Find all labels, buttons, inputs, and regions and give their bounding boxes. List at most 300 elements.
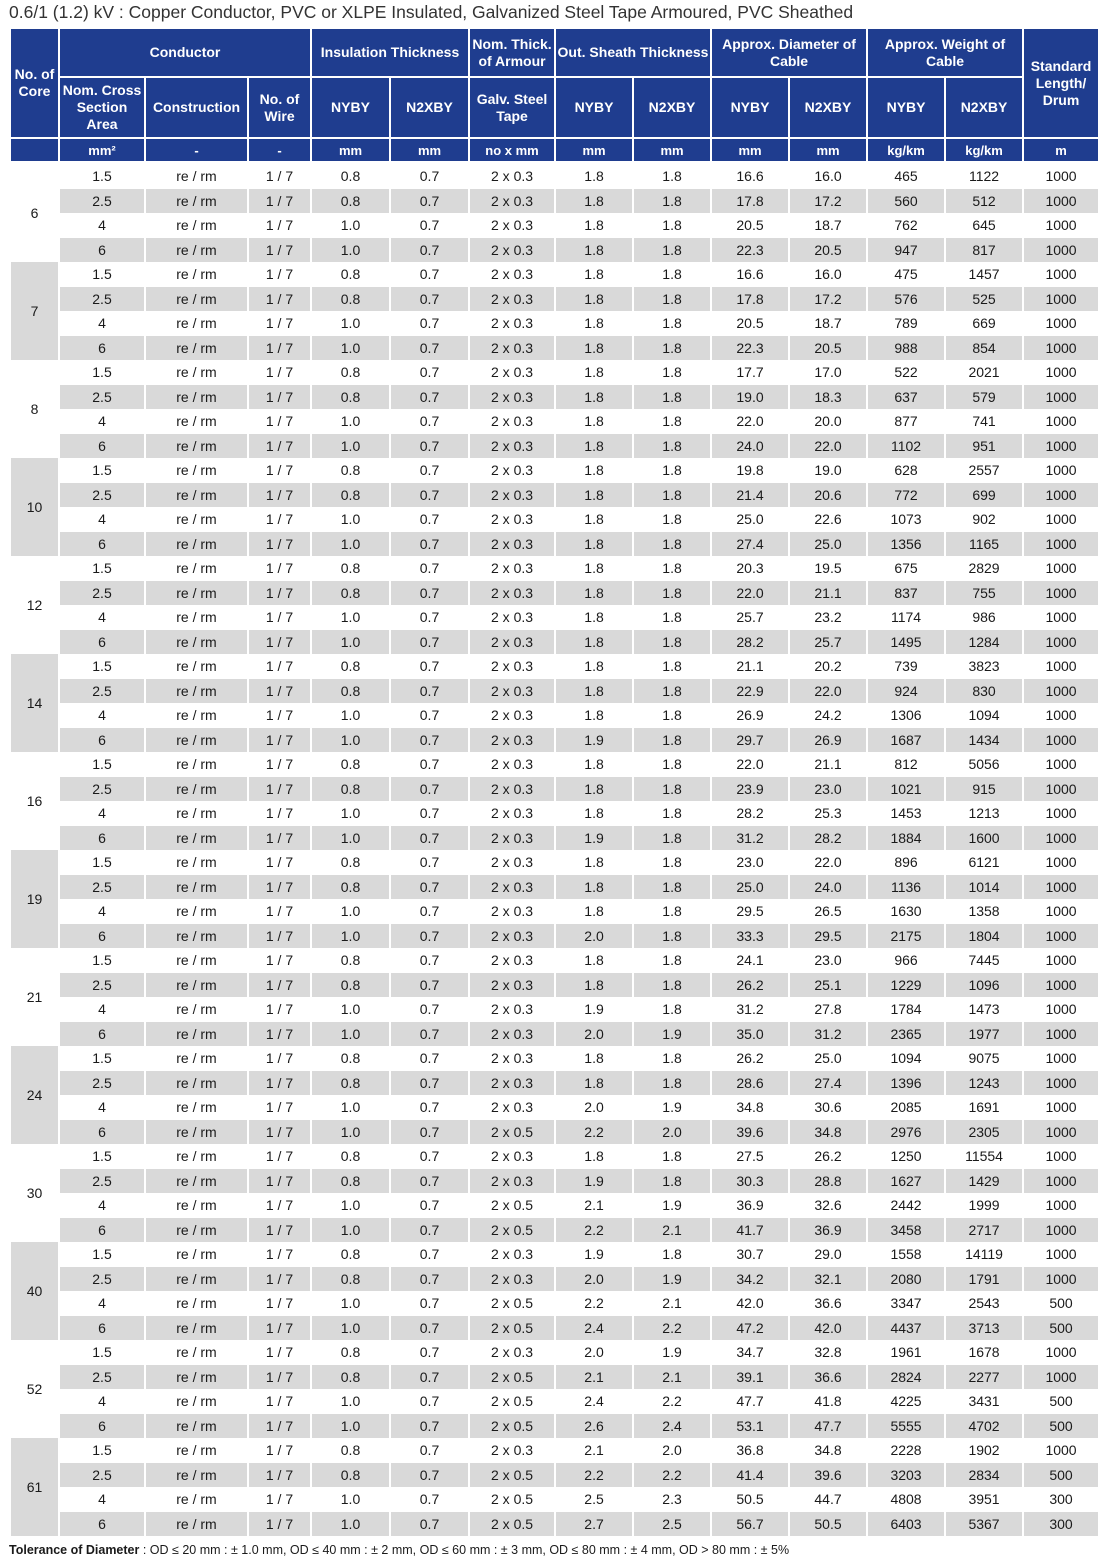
table-cell: 0.8 — [340, 854, 361, 871]
table-cell: 2.2 — [584, 1295, 604, 1312]
table-cell: re / rm — [176, 511, 217, 528]
table-cell: 0.7 — [419, 1197, 440, 1214]
table-cell: 2 x 0.3 — [491, 217, 534, 234]
table-cell: 30.6 — [814, 1099, 842, 1116]
page-title: 0.6/1 (1.2) kV : Copper Conductor, PVC or XLPE Insulated, Galvanized Steel Tape Armoured, PVC Sheathed — [9, 2, 854, 22]
table-cell: 2 x 0.5 — [491, 1393, 534, 1410]
table-cell: 699 — [946, 483, 1022, 508]
table-cell: 1.9 — [556, 1169, 632, 1194]
header-no-of-core: No. of Core — [11, 29, 58, 139]
table-row — [11, 458, 1098, 483]
table-cell: 2.1 — [634, 1218, 710, 1243]
table-row — [11, 899, 1098, 924]
table-cell: 896 — [894, 854, 918, 871]
table-cell: 2 x 0.5 — [470, 1316, 554, 1341]
table-cell: 1.8 — [634, 238, 710, 263]
table-cell: 1.5 — [92, 1246, 112, 1263]
table-cell: 22.0 — [736, 756, 764, 773]
table-cell: 2 x 0.3 — [491, 1246, 534, 1263]
table-cell: 36.6 — [790, 1365, 866, 1390]
table-cell: 26.2 — [712, 973, 788, 998]
table-cell: 579 — [946, 385, 1022, 410]
table-cell: 2.5 — [60, 1365, 144, 1390]
table-cell: 2277 — [946, 1365, 1022, 1390]
table-row — [11, 1218, 1098, 1243]
unit-cell: mm² — [60, 139, 144, 164]
table-cell: 30.7 — [736, 1246, 764, 1263]
table-cell: 6403 — [868, 1512, 944, 1537]
table-cell: 24.0 — [712, 434, 788, 459]
table-cell: re / rm — [176, 658, 217, 675]
table-cell: 25.0 — [790, 532, 866, 557]
table-cell: 0.7 — [419, 1491, 440, 1508]
unit-cell: no x mm — [470, 139, 554, 164]
table-cell: 0.7 — [419, 854, 440, 871]
table-cell: 1.5 — [92, 854, 112, 871]
table-cell: 4 — [98, 903, 106, 920]
table-cell: 29.7 — [712, 728, 788, 753]
table-cell: 0.7 — [419, 952, 440, 969]
table-row — [11, 409, 1098, 434]
table-cell: 20.3 — [736, 560, 764, 577]
table-row — [11, 924, 1098, 949]
table-cell: 0.7 — [419, 1295, 440, 1312]
table-cell: 2 x 0.3 — [491, 1050, 534, 1067]
table-cell: 2 x 0.3 — [470, 924, 554, 949]
table-row — [11, 1022, 1098, 1047]
table-cell: 1 / 7 — [265, 413, 294, 430]
table-cell: 0.7 — [391, 973, 468, 998]
table-cell: 1804 — [946, 924, 1022, 949]
table-cell: 0.7 — [391, 385, 468, 410]
table-cell: 2.0 — [556, 1022, 632, 1047]
table-cell: 1000 — [1024, 875, 1098, 900]
table-cell: 1000 — [1024, 483, 1098, 508]
table-cell: 1 / 7 — [265, 1148, 294, 1165]
table-cell: 0.8 — [312, 973, 389, 998]
table-row — [11, 483, 1098, 508]
table-cell: 4702 — [946, 1414, 1022, 1439]
table-cell: 0.8 — [312, 581, 389, 606]
table-row — [11, 507, 1098, 532]
table-cell: 0.7 — [419, 364, 440, 381]
table-cell: 27.5 — [736, 1148, 764, 1165]
table-row — [11, 728, 1098, 753]
table-cell: 1165 — [946, 532, 1022, 557]
unit-cell: mm — [391, 139, 468, 164]
header-out-sheath-thickness: Out. Sheath Thickness — [556, 29, 710, 78]
table-cell: 2175 — [868, 924, 944, 949]
table-cell: 1.0 — [340, 1295, 361, 1312]
table-cell: 500 — [1024, 1463, 1098, 1488]
table-cell: 1358 — [968, 903, 1000, 920]
table-cell: 2442 — [890, 1197, 922, 1214]
table-cell: 1174 — [890, 609, 922, 626]
table-cell: 1 / 7 — [249, 1071, 310, 1096]
table-cell: 2 x 0.3 — [491, 707, 534, 724]
table-cell: re / rm — [146, 1463, 247, 1488]
table-cell: re / rm — [146, 973, 247, 998]
table-cell: 1.8 — [584, 511, 604, 528]
table-cell: 1687 — [868, 728, 944, 753]
table-cell: 762 — [894, 217, 918, 234]
table-row — [11, 1365, 1098, 1390]
table-cell: 0.7 — [419, 266, 440, 283]
table-cell: 1 / 7 — [265, 364, 294, 381]
table-cell: 1000 — [1024, 826, 1098, 851]
header-no-of-wire: No. of Wire — [249, 78, 310, 139]
table-cell: 20.5 — [790, 336, 866, 361]
header-galv-steel-tape: Galv. Steel Tape — [470, 78, 554, 139]
table-cell: 1.8 — [584, 903, 604, 920]
table-cell: 475 — [894, 266, 918, 283]
table-row — [11, 826, 1098, 851]
table-cell: 2976 — [868, 1120, 944, 1145]
table-cell: 34.7 — [736, 1344, 764, 1361]
table-cell: 1 / 7 — [249, 1316, 310, 1341]
table-cell: re / rm — [146, 630, 247, 655]
table-cell: 0.7 — [391, 189, 468, 214]
table-cell: 2.4 — [556, 1316, 632, 1341]
table-cell: 0.7 — [391, 483, 468, 508]
table-cell: 2.4 — [634, 1414, 710, 1439]
table-cell: 2 x 0.3 — [491, 413, 534, 430]
table-cell: 2 x 0.3 — [470, 1071, 554, 1096]
table-cell: 28.6 — [712, 1071, 788, 1096]
table-cell: 1000 — [1045, 903, 1077, 920]
table-cell: 1 / 7 — [249, 1267, 310, 1292]
unit-core — [11, 139, 58, 164]
table-cell: 1.0 — [312, 924, 389, 949]
table-cell: 1.0 — [312, 630, 389, 655]
table-cell: 1.0 — [312, 1022, 389, 1047]
table-cell: 17.7 — [736, 364, 764, 381]
table-cell: 1000 — [1045, 168, 1077, 185]
table-cell: 1.8 — [556, 532, 632, 557]
table-cell: 1 / 7 — [249, 728, 310, 753]
table-cell: 2 x 0.3 — [491, 315, 534, 332]
table-cell: 1.8 — [662, 1246, 682, 1263]
table-cell: 39.6 — [712, 1120, 788, 1145]
table-cell: 0.8 — [312, 679, 389, 704]
table-cell: 20.5 — [736, 217, 764, 234]
table-cell: 20.5 — [790, 238, 866, 263]
header-sheath-n2xby: N2XBY — [634, 78, 710, 139]
table-cell: 1.8 — [662, 462, 682, 479]
table-cell: 0.7 — [391, 434, 468, 459]
table-cell: 24.2 — [814, 707, 842, 724]
table-cell: 1000 — [1024, 581, 1098, 606]
core-count-cell: 12 — [26, 597, 43, 613]
table-cell: 1 / 7 — [265, 315, 294, 332]
table-cell: re / rm — [146, 287, 247, 312]
table-cell: 25.1 — [790, 973, 866, 998]
core-count-cell: 6 — [30, 205, 39, 221]
table-cell: 1.8 — [584, 805, 604, 822]
table-cell: 1000 — [1024, 1218, 1098, 1243]
table-cell: re / rm — [176, 1442, 217, 1459]
core-count-cell: 40 — [11, 1242, 58, 1340]
table-cell: 1.8 — [584, 756, 604, 773]
table-cell: 2 x 0.3 — [470, 1169, 554, 1194]
table-cell: 1.0 — [312, 238, 389, 263]
table-cell: 0.7 — [419, 413, 440, 430]
table-row — [11, 360, 1098, 385]
table-cell: 1.8 — [556, 287, 632, 312]
table-cell: 0.8 — [340, 756, 361, 773]
table-cell: 1.0 — [340, 217, 361, 234]
table-cell: 28.8 — [790, 1169, 866, 1194]
table-cell: 0.8 — [340, 1344, 361, 1361]
table-cell: 0.8 — [312, 1365, 389, 1390]
table-cell: 23.9 — [712, 777, 788, 802]
table-cell: 19.0 — [712, 385, 788, 410]
table-cell: 2.5 — [60, 581, 144, 606]
header-weight-nyby: NYBY — [868, 78, 944, 139]
table-cell: 6 — [60, 630, 144, 655]
core-count-cell: 52 — [26, 1381, 43, 1397]
table-cell: 1000 — [1024, 434, 1098, 459]
table-cell: 2 x 0.3 — [470, 385, 554, 410]
table-cell: 1.0 — [312, 336, 389, 361]
table-cell: 4 — [98, 1393, 106, 1410]
table-cell: 2085 — [890, 1099, 922, 1116]
table-cell: re / rm — [146, 1218, 247, 1243]
table-cell: 1 / 7 — [265, 1001, 294, 1018]
table-cell: 2.5 — [584, 1491, 604, 1508]
table-cell: re / rm — [146, 1120, 247, 1145]
table-cell: 1.8 — [662, 1050, 682, 1067]
table-cell: 1 / 7 — [265, 168, 294, 185]
table-cell: 1.8 — [634, 826, 710, 851]
table-cell: 0.7 — [391, 336, 468, 361]
table-cell: 0.8 — [340, 1246, 361, 1263]
table-cell: 0.7 — [391, 1071, 468, 1096]
table-cell: 1.5 — [92, 266, 112, 283]
table-cell: 1 / 7 — [249, 581, 310, 606]
table-cell: 2 x 0.3 — [491, 658, 534, 675]
table-cell: 1 / 7 — [265, 1393, 294, 1410]
table-cell: 1.9 — [662, 1344, 682, 1361]
table-cell: 2 x 0.3 — [470, 728, 554, 753]
table-cell: 500 — [1024, 1414, 1098, 1439]
table-cell: 1284 — [946, 630, 1022, 655]
table-cell: 16.6 — [736, 266, 764, 283]
header-approx-diameter: Approx. Diameter of Cable — [712, 29, 866, 78]
table-cell: 1000 — [1024, 630, 1098, 655]
table-cell: 951 — [946, 434, 1022, 459]
table-cell: 3823 — [968, 658, 1000, 675]
table-cell: 1884 — [868, 826, 944, 851]
table-cell: 2 x 0.3 — [470, 875, 554, 900]
table-cell: 2 x 0.3 — [470, 1267, 554, 1292]
table-cell: 1.0 — [340, 707, 361, 724]
table-cell: 2 x 0.3 — [491, 266, 534, 283]
table-cell: 0.8 — [340, 1442, 361, 1459]
table-cell: 2 x 0.5 — [491, 1197, 534, 1214]
table-row — [11, 1169, 1098, 1194]
table-cell: 32.1 — [790, 1267, 866, 1292]
table-cell: 1.9 — [556, 826, 632, 851]
table-cell: 9075 — [968, 1050, 1000, 1067]
core-count-cell: 24 — [11, 1046, 58, 1144]
table-cell: 1094 — [968, 707, 1000, 724]
header-sheath-nyby: NYBY — [556, 78, 632, 139]
table-cell: 0.7 — [419, 707, 440, 724]
table-cell: 34.2 — [712, 1267, 788, 1292]
table-cell: 0.7 — [419, 1246, 440, 1263]
table-cell: 1000 — [1045, 952, 1077, 969]
table-cell: re / rm — [176, 364, 217, 381]
table-body — [11, 164, 1098, 1536]
table-cell: 22.0 — [736, 413, 764, 430]
table-cell: 1 / 7 — [249, 924, 310, 949]
table-cell: 2.5 — [60, 973, 144, 998]
table-cell: re / rm — [176, 217, 217, 234]
table-cell: 21.1 — [814, 756, 842, 773]
table-cell: 4 — [98, 413, 106, 430]
table-cell: re / rm — [146, 1414, 247, 1439]
table-cell: 26.2 — [814, 1148, 842, 1165]
table-cell: 1000 — [1045, 658, 1077, 675]
table-cell: 1000 — [1045, 756, 1077, 773]
unit-cell: kg/km — [868, 139, 944, 164]
table-cell: re / rm — [176, 1393, 217, 1410]
table-cell: 1000 — [1024, 1267, 1098, 1292]
table-cell: 1 / 7 — [265, 658, 294, 675]
table-cell: 4 — [98, 805, 106, 822]
table-cell: 1.5 — [92, 756, 112, 773]
header-diameter-nyby: NYBY — [712, 78, 788, 139]
table-cell: 0.7 — [391, 777, 468, 802]
table-cell: 1.8 — [584, 217, 604, 234]
table-cell: 1.5 — [92, 462, 112, 479]
table-cell: 1000 — [1024, 287, 1098, 312]
table-cell: 2 x 0.3 — [491, 609, 534, 626]
table-cell: 1434 — [946, 728, 1022, 753]
table-cell: 1.8 — [662, 266, 682, 283]
table-cell: 22.6 — [814, 511, 842, 528]
table-cell: 36.6 — [814, 1295, 842, 1312]
table-cell: 1 / 7 — [265, 903, 294, 920]
table-cell: 0.7 — [391, 581, 468, 606]
header-construction: Construction — [146, 78, 247, 139]
table-row — [11, 850, 1098, 875]
table-cell: re / rm — [146, 581, 247, 606]
table-cell: 1.8 — [556, 189, 632, 214]
table-cell: 2 x 0.5 — [470, 1120, 554, 1145]
core-count-cell: 14 — [11, 654, 58, 752]
table-cell: 47.7 — [736, 1393, 764, 1410]
table-cell: re / rm — [176, 854, 217, 871]
table-row — [11, 630, 1098, 655]
table-cell: 1.9 — [634, 1022, 710, 1047]
table-cell: 2 x 0.3 — [470, 581, 554, 606]
table-cell: 17.2 — [790, 189, 866, 214]
table-cell: 1.0 — [340, 805, 361, 822]
table-cell: 1.8 — [634, 532, 710, 557]
table-cell: 1.5 — [92, 560, 112, 577]
table-cell: 1.0 — [340, 903, 361, 920]
table-cell: 2 x 0.3 — [491, 1148, 534, 1165]
table-cell: 1000 — [1045, 1197, 1077, 1214]
table-cell: 1000 — [1024, 1365, 1098, 1390]
table-cell: 31.2 — [712, 826, 788, 851]
table-cell: 2.2 — [634, 1463, 710, 1488]
table-cell: 5056 — [968, 756, 1000, 773]
table-cell: 2 x 0.3 — [491, 903, 534, 920]
table-cell: 1.8 — [634, 434, 710, 459]
table-cell: 36.8 — [736, 1442, 764, 1459]
table-row — [11, 703, 1098, 728]
table-cell: 1000 — [1024, 385, 1098, 410]
table-cell: re / rm — [176, 1001, 217, 1018]
table-cell: 6 — [60, 728, 144, 753]
table-cell: 2 x 0.5 — [470, 1512, 554, 1537]
table-cell: 0.7 — [391, 826, 468, 851]
table-cell: 26.2 — [736, 1050, 764, 1067]
table-cell: 0.7 — [419, 1148, 440, 1165]
table-cell: 1000 — [1045, 511, 1077, 528]
table-cell: 7445 — [968, 952, 1000, 969]
table-cell: 4 — [98, 1491, 106, 1508]
table-cell: re / rm — [146, 728, 247, 753]
table-cell: 20.6 — [790, 483, 866, 508]
table-cell: 2.2 — [634, 1316, 710, 1341]
table-cell: 30.3 — [712, 1169, 788, 1194]
table-cell: 1630 — [890, 903, 922, 920]
table-cell: 2 x 0.3 — [491, 364, 534, 381]
table-cell: 1.0 — [340, 1099, 361, 1116]
table-cell: 27.4 — [790, 1071, 866, 1096]
table-cell: 1.8 — [662, 560, 682, 577]
table-cell: 1000 — [1045, 1344, 1077, 1361]
footnote-text: : OD ≤ 20 mm : ± 1.0 mm, OD ≤ 40 mm : ± 2 mm, OD ≤ 60 mm : ± 3 mm, OD ≤ 80 mm : ± 4 mm, OD > 80 mm : ± 5% — [139, 1543, 790, 1557]
table-cell: 1.8 — [662, 707, 682, 724]
table-cell: 1977 — [946, 1022, 1022, 1047]
table-cell: 1 / 7 — [265, 1295, 294, 1312]
unit-cell: mm — [556, 139, 632, 164]
table-cell: 0.7 — [391, 728, 468, 753]
table-cell: 20.0 — [814, 413, 842, 430]
table-cell: 2 x 0.3 — [491, 168, 534, 185]
table-cell: 675 — [894, 560, 918, 577]
table-cell: 1.0 — [340, 1393, 361, 1410]
table-cell: 39.1 — [712, 1365, 788, 1390]
table-cell: 31.2 — [790, 1022, 866, 1047]
table-cell: 837 — [868, 581, 944, 606]
table-row — [11, 1242, 1098, 1267]
table-cell: 1.8 — [584, 854, 604, 871]
table-cell: 1.0 — [340, 413, 361, 430]
table-cell: 1.8 — [662, 168, 682, 185]
table-cell: 1 / 7 — [249, 1169, 310, 1194]
table-cell: 1600 — [946, 826, 1022, 851]
table-cell: 1136 — [868, 875, 944, 900]
table-cell: 1.8 — [556, 973, 632, 998]
table-cell: 1 / 7 — [249, 1463, 310, 1488]
core-count-cell: 21 — [26, 989, 43, 1005]
table-cell: 4437 — [868, 1316, 944, 1341]
table-cell: 22.0 — [712, 581, 788, 606]
table-cell: 0.8 — [340, 364, 361, 381]
table-cell: 4 — [98, 1197, 106, 1214]
table-cell: re / rm — [176, 462, 217, 479]
core-count-cell: 7 — [11, 262, 58, 360]
table-cell: 14119 — [965, 1246, 1003, 1263]
table-cell: 24.1 — [736, 952, 764, 969]
table-cell: 41.7 — [712, 1218, 788, 1243]
